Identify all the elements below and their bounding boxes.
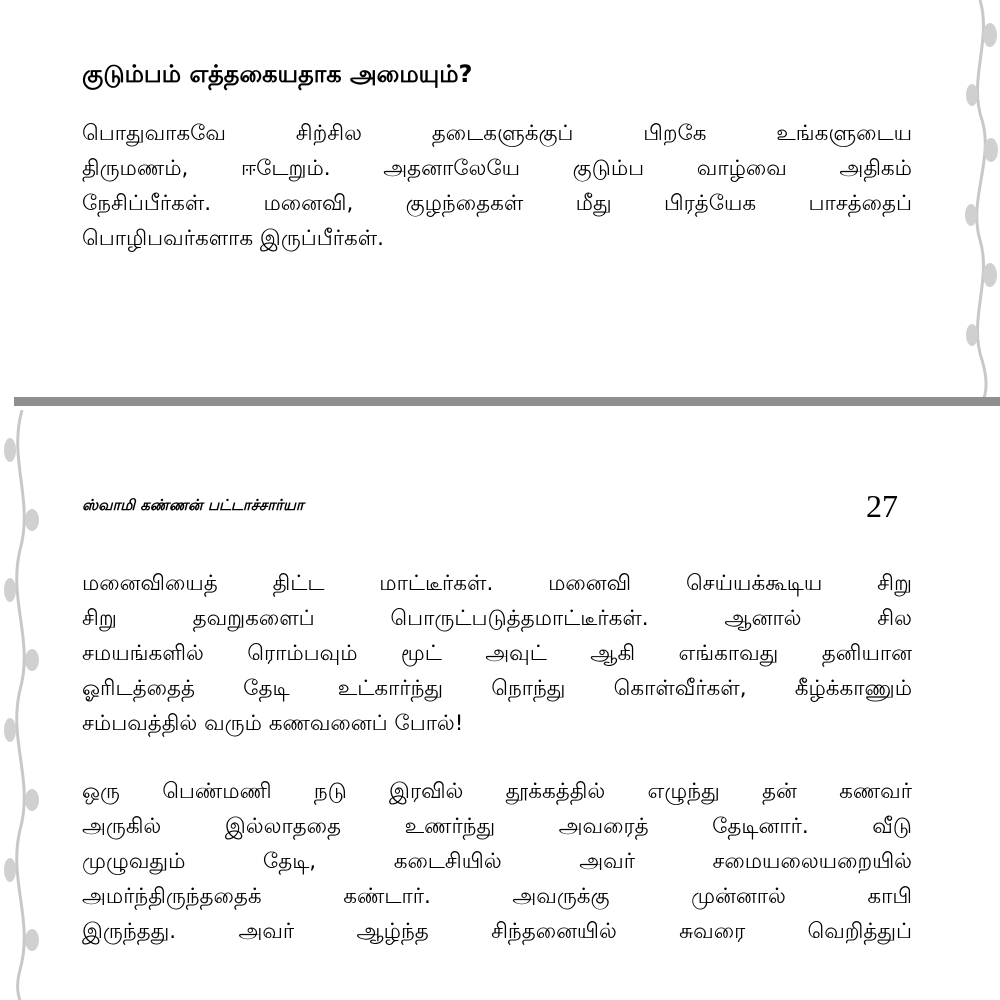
running-header-title: ஸ்வாமி கண்ணன் பட்டாச்சார்யா xyxy=(82,496,304,514)
body-paragraph-1 xyxy=(82,566,912,741)
paragraph-line: சம்பவத்தில் வரும் கணவனைப் போல்! xyxy=(82,711,464,736)
paragraph-line: பொதுவாகவே சிற்சில தடைகளுக்குப் பிறகே உங்களுடைய xyxy=(82,121,912,146)
paragraph-line: அமர்ந்திருந்ததைக் கண்டார். அவருக்கு முன்னால் காபி xyxy=(82,884,912,909)
vine-ornament-right xyxy=(958,0,1000,398)
paragraph-line: நேசிப்பீர்கள். மனைவி, குழந்தைகள் மீது பிரத்யேக பாசத்தைப் xyxy=(82,191,912,216)
paragraph-line: ஒரு பெண்மணி நடு இரவில் தூக்கத்தில் எழுந்து தன் கணவர் xyxy=(82,779,912,804)
section-heading: குடும்பம் எத்தகையதாக அமையும்? xyxy=(82,60,473,88)
paragraph-line: மனைவியைத் திட்ட மாட்டீர்கள். மனைவி செய்யக்கூடிய சிறு xyxy=(82,571,912,596)
paragraph-line: பொழிபவர்களாக இருப்பீர்கள். xyxy=(82,226,384,251)
vine-ornament-left xyxy=(0,410,46,1000)
paragraph-line: ஓரிடத்தைத் தேடி உட்கார்ந்து நொந்து கொள்வீர்கள், கீழ்க்காணும் xyxy=(82,676,912,701)
page-number: 27 xyxy=(866,488,898,524)
paragraph-line: இருந்தது. அவர் ஆழ்ந்த சிந்தனையில் சுவரை வெறித்துப் xyxy=(82,919,912,944)
page-divider xyxy=(14,397,1000,406)
paragraph-line: அருகில் இல்லாததை உணர்ந்து அவரைத் தேடினார். வீடு xyxy=(82,814,912,839)
top-paragraph xyxy=(82,116,912,256)
paragraph-line: முழுவதும் தேடி, கடைசியில் அவர் சமையலையறையில் xyxy=(82,849,912,874)
paragraph-line: சமயங்களில் ரொம்பவும் மூட் அவுட் ஆகி எங்காவது தனியான xyxy=(82,641,912,666)
paragraph-line: சிறு தவறுகளைப் பொருட்படுத்தமாட்டீர்கள். ஆனால் சில xyxy=(82,606,912,631)
body-paragraph-2 xyxy=(82,774,912,949)
paragraph-line: திருமணம், ஈடேறும். அதனாலேயே குடும்ப வாழ்வை அதிகம் xyxy=(82,156,912,181)
